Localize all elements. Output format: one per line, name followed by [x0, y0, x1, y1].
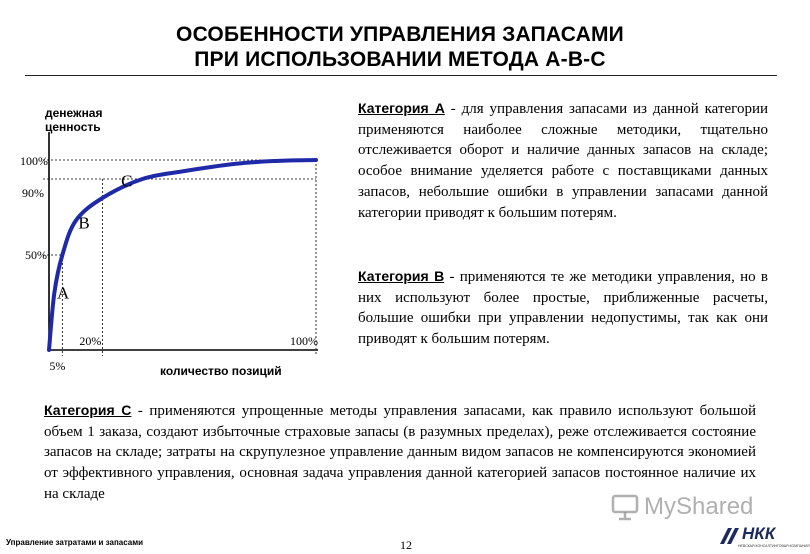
category-a-description: [358, 98, 768, 223]
presentation-icon: [610, 492, 640, 522]
title-line-1: ОСОБЕННОСТИ УПРАВЛЕНИЯ ЗАПАСАМИ: [176, 23, 624, 46]
watermark: [610, 490, 753, 524]
y-tick-label-2: 100%: [20, 154, 48, 168]
category-c-description: [44, 400, 756, 505]
company-logo: [718, 524, 810, 552]
zone-label-a: A: [57, 283, 70, 303]
category-a-label: Категория А: [358, 100, 445, 116]
zone-label-c: C: [121, 171, 133, 191]
category-b-label: Категория В: [358, 268, 445, 284]
y-axis-label: денежная ценность: [45, 106, 103, 134]
zone-label-b: B: [78, 213, 90, 233]
logo-text: НКК: [742, 524, 776, 543]
abc-curve: [49, 160, 316, 350]
category-c-label: Категория С: [44, 402, 132, 418]
logo-mark-icon: [718, 526, 742, 546]
y-tick-label-1: 90%: [22, 186, 44, 200]
category-a-text: - для управления запасами из данной категории применяются наиболее сложные методики, тщательно отслеживается оборот и наличие данных запасов на складе; особое внимание уделяется работе с поставщиками данных запасов, небольшие ошибки в управлении запасами данной категории приводят к большим потерям.: [358, 101, 769, 221]
footer-course-title: Управление затратами и запасами: [6, 538, 144, 547]
category-c-text: - применяются упрощенные методы управления запасами, как правило используют большой объем 1 заказа, создают избыточные страховые запасы (в разумных пределах), реже отслеживается состояние запасов на складе; затраты на скрупулезное управление данным видом запасов не компенсируются экономией от эффективного управления, основная задача управления данной категорией запасов постоянное наличие их на складе: [44, 403, 757, 502]
x-tick-label-2: 100%: [290, 334, 318, 348]
logo-subtitle: НЕВСКАЯ КОНСАЛТИНГОВАЯ КОМПАНИЯ: [738, 544, 810, 548]
category-b-description: [358, 266, 768, 350]
chart-layer: [20, 132, 318, 373]
y-tick-label-0: 50%: [25, 248, 47, 262]
title-line-2: ПРИ ИСПОЛЬЗОВАНИИ МЕТОДА А-В-С: [194, 48, 606, 71]
watermark-text: MyShared: [644, 493, 754, 520]
category-b-text: - применяются те же методики управления, но в них используют более простые, приближенные расчеты, большие ошибки при управлении недопустимы, так как они приводят к большим потерям.: [358, 269, 768, 348]
x-tick-label-0: 5%: [49, 359, 66, 373]
x-axis-label: количество позиций: [160, 364, 282, 378]
x-tick-label-1: 20%: [79, 334, 102, 348]
page-number: 12: [400, 538, 412, 552]
